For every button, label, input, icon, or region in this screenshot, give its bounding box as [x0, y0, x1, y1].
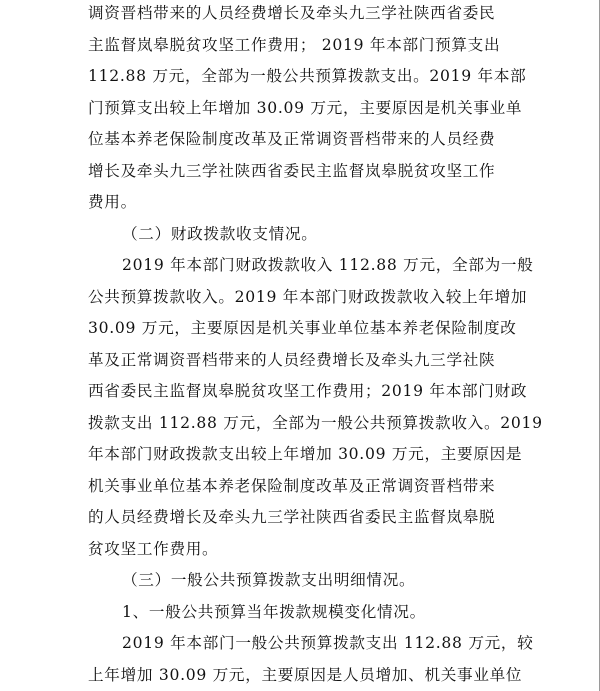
paragraph-line: 拨款支出 112.88 万元，全部为一般公共预算拨款收入。2019 [88, 413, 543, 432]
paragraph-line: 贫攻坚工作费用。 [88, 539, 219, 558]
paragraph-line: 革及正常调资晋档带来的人员经费增长及牵头九三学社陕 [88, 350, 496, 369]
paragraph-line: 费用。 [88, 193, 137, 211]
section-heading: （三）一般公共预算拨款支出明细情况。 [122, 571, 416, 589]
paragraph-line: 112.88 万元，全部为一般公共预算拨款支出。2019 年本部 [88, 67, 527, 85]
paragraph-line: 的人员经费增长及牵头九三学社陕西省委民主监督岚皋脱 [88, 508, 496, 526]
subsection-heading: 1、一般公共预算当年拨款规模变化情况。 [122, 602, 426, 621]
paragraph-line: 年本部门财政拨款支出较上年增加 30.09 万元，主要原因是 [88, 445, 523, 463]
paragraph-first-line: 2019 年本部门一般公共预算拨款支出 112.88 万元，较 [122, 634, 534, 652]
paragraph-line: 门预算支出较上年增加 30.09 万元，主要原因是机关事业单 [88, 98, 523, 117]
paragraph-line: 位基本养老保险制度改革及正常调资晋档带来的人员经费 [88, 130, 496, 148]
paragraph-line: 30.09 万元，主要原因是机关事业单位基本养老保险制度改 [88, 319, 517, 337]
paragraph-first-line: 2019 年本部门财政拨款收入 112.88 万元，全部为一般 [122, 256, 534, 274]
paragraph-line: 上年增加 30.09 万元，主要原因是人员增加、机关事业单位 [88, 665, 523, 684]
paragraph-line: 公共预算拨款收入。2019 年本部门财政拨款收入较上年增加 [88, 287, 528, 306]
paragraph-line: 西省委民主监督岚皋脱贫攻坚工作费用；2019 年本部门财政 [88, 382, 528, 400]
paragraph-line: 主监督岚皋脱贫攻坚工作费用； 2019 年本部门预算支出 [88, 35, 501, 54]
paragraph-line: 调资晋档带来的人员经费增长及牵头九三学社陕西省委民 [88, 4, 496, 22]
paragraph-line: 增长及牵头九三学社陕西省委民主监督岚皋脱贫攻坚工作 [88, 161, 496, 180]
section-heading: （二）财政拨款收支情况。 [122, 224, 318, 243]
paragraph-line: 机关事业单位基本养老保险制度改革及正常调资晋档带来 [88, 476, 496, 495]
